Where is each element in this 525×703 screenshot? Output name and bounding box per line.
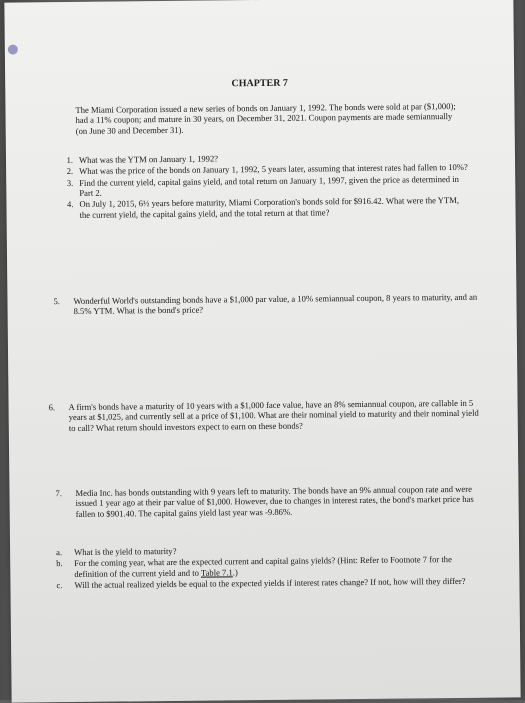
question-item (51, 195, 471, 220)
question-text: What was the price of the bonds on January 1, 1992, 5 years later, assuming that interest rates had fallen to 10%? (79, 162, 468, 177)
question-number: 3. (66, 177, 74, 188)
problem-number: 5. (53, 296, 60, 307)
question-number: 1. (66, 154, 74, 166)
problem-text: A firm's bonds have a maturity of 10 years with a $1,000 face value, have an 8% semiannual coupon, are callable in 5 years at $1,025, and currently sell at a price of $1,100. What are their nominal yield to maturity and their nominal yield to call? What return should investors expect to earn on these bonds? (68, 397, 479, 433)
subquestion-letter: c. (56, 580, 63, 591)
question-item (51, 173, 471, 198)
question-number: 4. (66, 199, 74, 210)
question-text: Find the current yield, capital gains yield, and total return on January 1, 1997, given the price as determined in Part 2. (79, 173, 459, 198)
problem-number: 7. (55, 488, 62, 499)
subquestion-letter: a. (56, 547, 63, 558)
subquestion-text: What is the yield to maturity? (74, 545, 177, 557)
question-text: What was the YTM on January 1, 1992? (78, 153, 219, 165)
table-reference-link[interactable]: Table 7.1 (200, 566, 233, 578)
subquestion-letter: b. (56, 558, 63, 569)
subquestion-text-before: For the coming year, what are the expected current and capital gains yields? (Hint: Refer to Footnote 7 for the definition of the current yield and to (74, 554, 452, 579)
subquestion-text (74, 554, 481, 579)
problem-text: Media Inc. has bonds outstanding with 9 years left to maturity. The bonds have an 9% annual coupon rate and were issued 1 year ago at their par value of $1,000. However, due to changes in interest rates, the bond's market price has fallen to $901.40. The capital gains yield last year was -9.86%. (75, 483, 474, 519)
problem-6 (49, 398, 482, 433)
subquestion-text-after: .) (232, 566, 238, 577)
problem-7 (55, 484, 481, 519)
question-text: On July 1, 2015, 6½ years before maturity, Miami Corporation's bonds sold for $916.42. What were the YTM, the current yield, the capital gains yield, and the total return at that time? (79, 195, 460, 220)
subquestion-list (56, 543, 481, 592)
problem-5 (53, 292, 478, 317)
problem-number: 6. (48, 402, 56, 413)
question-number: 2. (66, 166, 74, 177)
page-title: CHAPTER 7 (231, 77, 288, 90)
subquestion-text: Will the actual realized yields be equal to the expected yields if interest rates change? If not, how will they differ? (74, 575, 466, 590)
question-list (51, 151, 472, 221)
punch-hole (8, 45, 18, 55)
intro-paragraph: The Miami Corporation issued a new series of bonds on January 1, 1992. The bonds were sold at par ($1,000); had a 11% coupon; and mature in 30 years, on December 31, 2021. Coupon payments are made semiannually (on June 30 and December 31). (75, 100, 456, 136)
paper-sheet (4, 0, 520, 703)
problem-text: Wonderful World's outstanding bonds have a $1,000 par value, a 10% semiannual coupon, 8 years to maturity, and an 8.5% YTM. What is the bond's price? (73, 291, 478, 317)
